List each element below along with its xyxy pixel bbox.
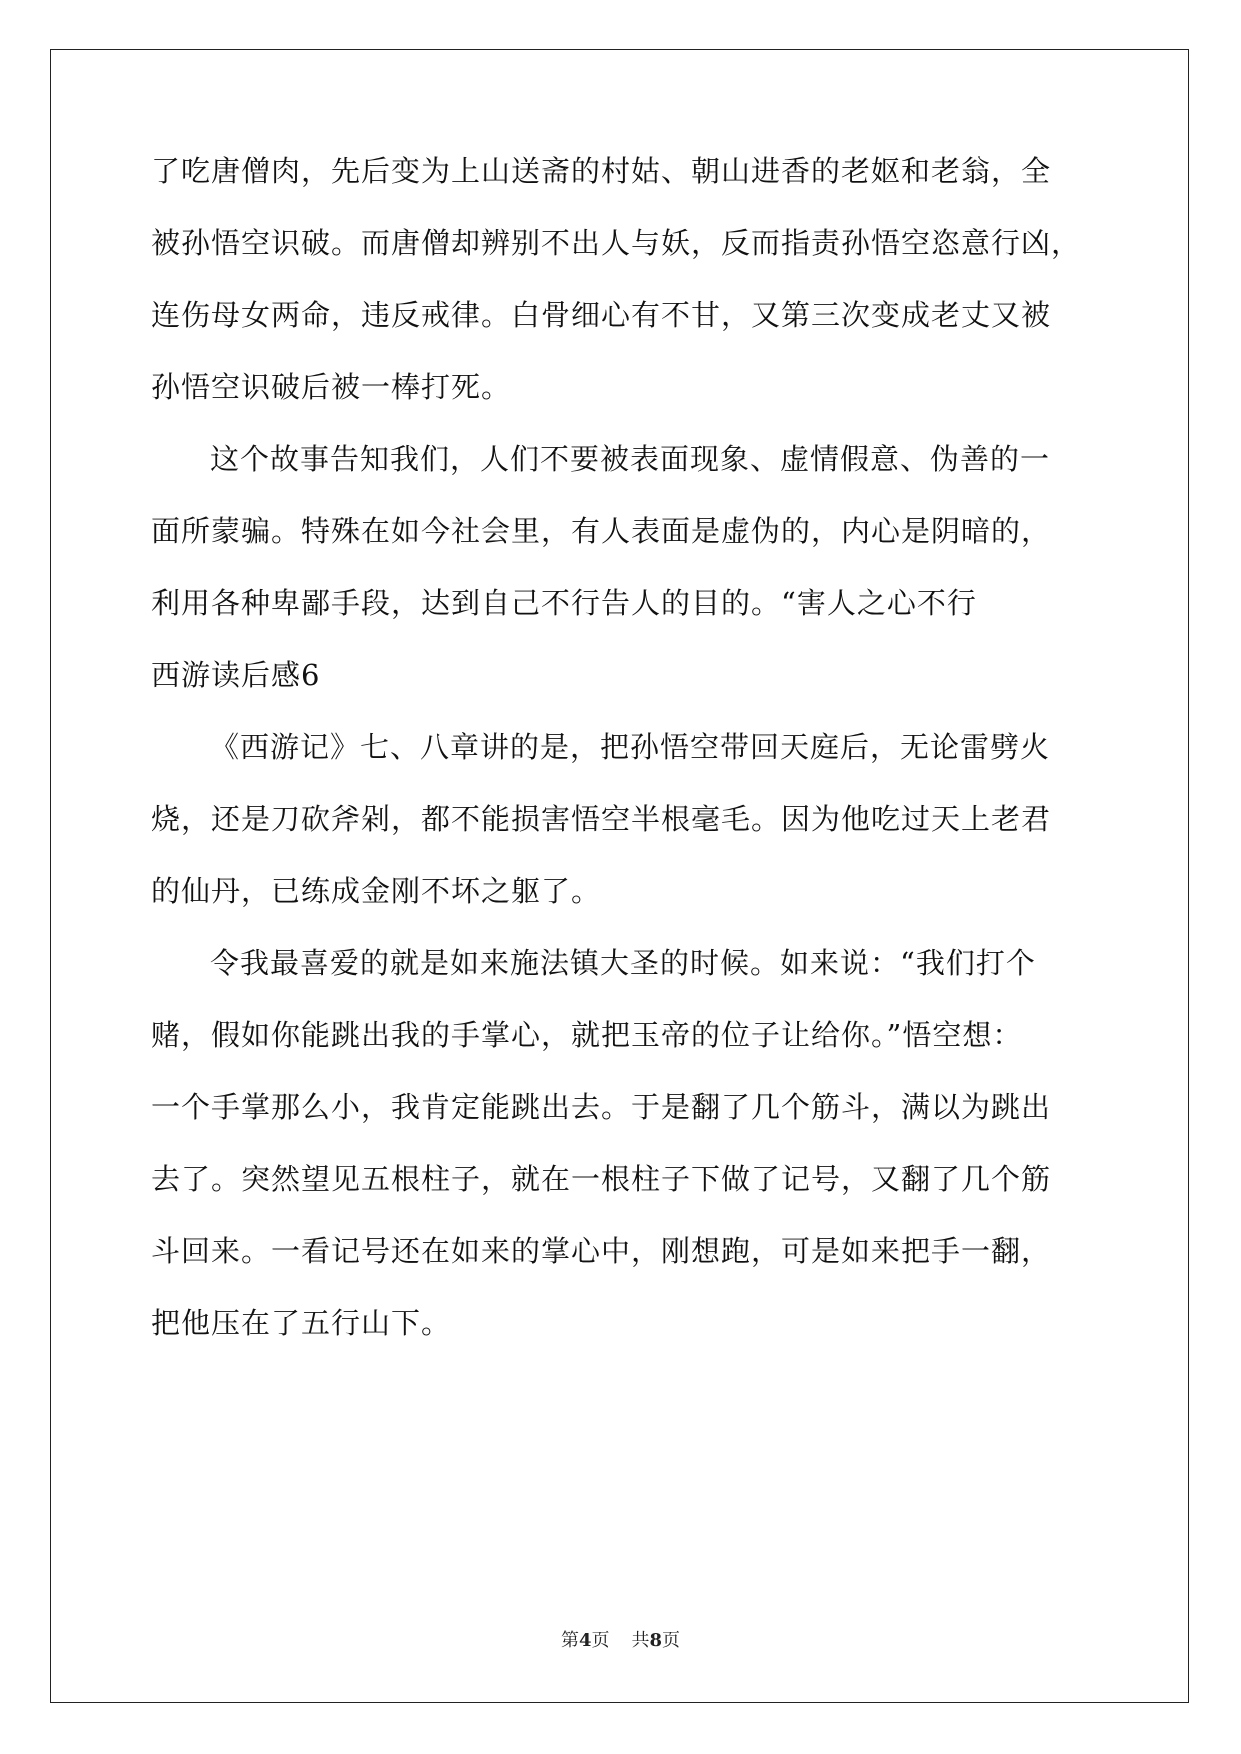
current-page-number: 4 (578, 1630, 592, 1651)
page-number-label: 第4页 (560, 1630, 610, 1651)
paragraph-first-line: 这个故事告知我们，人们不要被表面现象、虚情假意、伪善的一 (210, 442, 1051, 476)
text-line: 烧，还是刀砍斧剁，都不能损害悟空半根毫毛。因为他吃过天上老君 (151, 802, 1052, 836)
total-pages-label: 共8页 (631, 1630, 681, 1651)
text-line: 面所蒙骗。特殊在如今社会里，有人表面是虚伪的，内心是阴暗的， (151, 514, 1052, 548)
text-line: 连伤母女两命，违反戒律。白骨细心有不甘，又第三次变成老丈又被 (151, 298, 1052, 332)
text-line: 孙悟空识破后被一棒打死。 (151, 370, 512, 404)
text-line: 去了。突然望见五根柱子，就在一根柱子下做了记号，又翻了几个筋 (151, 1162, 1052, 1196)
total-page-count: 8 (649, 1630, 663, 1651)
text-line: 了吃唐僧肉，先后变为上山送斋的村姑、朝山进香的老妪和老翁，全 (151, 154, 1052, 188)
paragraph-first-line: 《西游记》七、八章讲的是，把孙悟空带回天庭后，无论雷劈火 (210, 730, 1051, 764)
text-line: 斗回来。一看记号还在如来的掌心中，刚想跑，可是如来把手一翻， (151, 1234, 1052, 1268)
text-line: 赌，假如你能跳出我的手掌心，就把玉帝的位子让给你。”悟空想： (151, 1018, 1023, 1052)
paragraph-first-line: 令我最喜爱的就是如来施法镇大圣的时候。如来说：“我们打个 (210, 946, 1036, 980)
text-line: 一个手掌那么小，我肯定能跳出去。于是翻了几个筋斗，满以为跳出 (151, 1090, 1052, 1124)
section-heading: 西游读后感6 (151, 658, 321, 692)
text-line: 把他压在了五行山下。 (151, 1306, 452, 1340)
text-line: 利用各种卑鄙手段，达到自己不行告人的目的。“害人之心不行 (151, 586, 977, 620)
text-line: 的仙丹，已练成金刚不坏之躯了。 (151, 874, 602, 908)
text-line: 被孙悟空识破。而唐僧却辨别不出人与妖，反而指责孙悟空恣意行凶， (151, 226, 1082, 260)
page-footer (0, 1632, 1241, 1650)
